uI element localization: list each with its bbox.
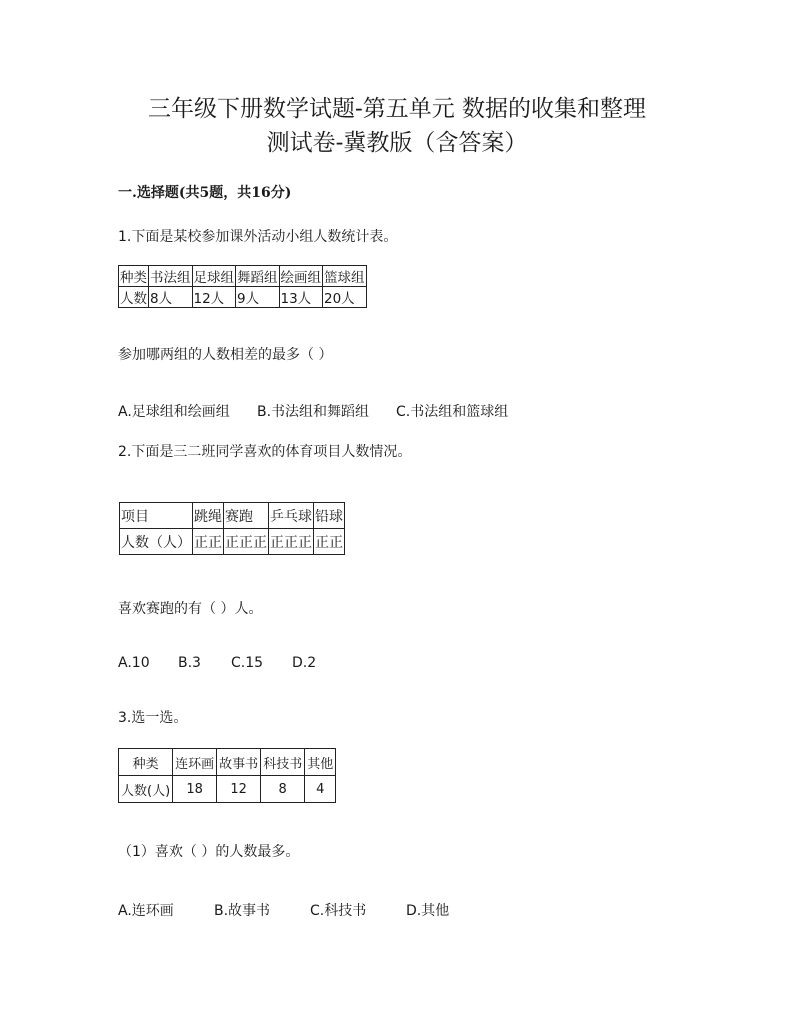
option-d[interactable]: D.其他 <box>406 903 450 919</box>
table-cell: 正正正 <box>269 529 314 555</box>
table-cell: 连环画 <box>173 749 217 776</box>
q1-stem: 1.下面是某校参加课外活动小组人数统计表。 <box>118 229 398 245</box>
doc-title-line2: 测试卷-冀教版（含答案） <box>266 130 528 156</box>
table-cell: 人数 <box>119 287 149 308</box>
table-row <box>120 529 345 555</box>
table-row <box>119 266 367 287</box>
option-b[interactable]: B.3 <box>178 655 201 671</box>
table-cell: 跳绳 <box>193 503 224 529</box>
table-cell: 故事书 <box>217 749 261 776</box>
table-cell: 人数（人） <box>120 529 193 555</box>
section-heading: 一.选择题(共5题，共16分) <box>118 185 292 201</box>
table-cell: 4 <box>305 776 336 803</box>
table-cell: 铅球 <box>314 503 345 529</box>
table-cell: 绘画组 <box>279 266 323 287</box>
table-cell: 12 <box>217 776 261 803</box>
option-c[interactable]: C.书法组和篮球组 <box>396 404 509 420</box>
option-c[interactable]: C.科技书 <box>310 903 367 919</box>
q1-options <box>118 401 508 421</box>
option-c[interactable]: C.15 <box>231 655 264 671</box>
option-a[interactable]: A.足球组和绘画组 <box>118 404 230 420</box>
q1-question: 参加哪两组的人数相差的最多（ ） <box>118 347 333 363</box>
q2-options <box>118 655 316 671</box>
doc-title-line1: 三年级下册数学试题-第五单元 数据的收集和整理 <box>147 96 647 122</box>
table-cell: 科技书 <box>261 749 305 776</box>
option-b[interactable]: B.故事书 <box>214 903 271 919</box>
table-row <box>119 287 367 308</box>
table-cell: 正正 <box>193 529 224 555</box>
q3-options <box>118 900 449 920</box>
table-cell: 种类 <box>119 266 149 287</box>
table-cell: 20人 <box>323 287 367 308</box>
table-cell: 书法组 <box>149 266 193 287</box>
table-cell: 正正正 <box>224 529 269 555</box>
option-d[interactable]: D.2 <box>292 655 317 671</box>
table-cell: 正正 <box>314 529 345 555</box>
table-cell: 足球组 <box>192 266 236 287</box>
table-cell: 9人 <box>236 287 280 308</box>
q3-table <box>118 748 336 803</box>
option-a[interactable]: A.连环画 <box>118 903 174 919</box>
table-row <box>119 776 336 803</box>
table-cell: 8人 <box>149 287 193 308</box>
q1-table <box>118 265 367 308</box>
table-cell: 项目 <box>120 503 193 529</box>
q3-sub1: （1）喜欢（ ）的人数最多。 <box>118 844 300 860</box>
option-a[interactable]: A.10 <box>118 655 150 671</box>
table-row <box>119 749 336 776</box>
option-b[interactable]: B.书法组和舞蹈组 <box>257 404 370 420</box>
q2-question: 喜欢赛跑的有（ ）人。 <box>118 601 263 617</box>
q2-stem: 2.下面是三二班同学喜欢的体育项目人数情况。 <box>118 444 412 460</box>
table-cell: 其他 <box>305 749 336 776</box>
q3-stem: 3.选一选。 <box>118 710 188 726</box>
table-cell: 赛跑 <box>224 503 269 529</box>
q2-table <box>119 502 345 555</box>
table-cell: 人数(人) <box>119 776 173 803</box>
table-cell: 舞蹈组 <box>236 266 280 287</box>
table-row <box>120 503 345 529</box>
table-cell: 篮球组 <box>323 266 367 287</box>
table-cell: 12人 <box>192 287 236 308</box>
table-cell: 18 <box>173 776 217 803</box>
table-cell: 13人 <box>279 287 323 308</box>
table-cell: 种类 <box>119 749 173 776</box>
table-cell: 8 <box>261 776 305 803</box>
table-cell: 乒乓球 <box>269 503 314 529</box>
